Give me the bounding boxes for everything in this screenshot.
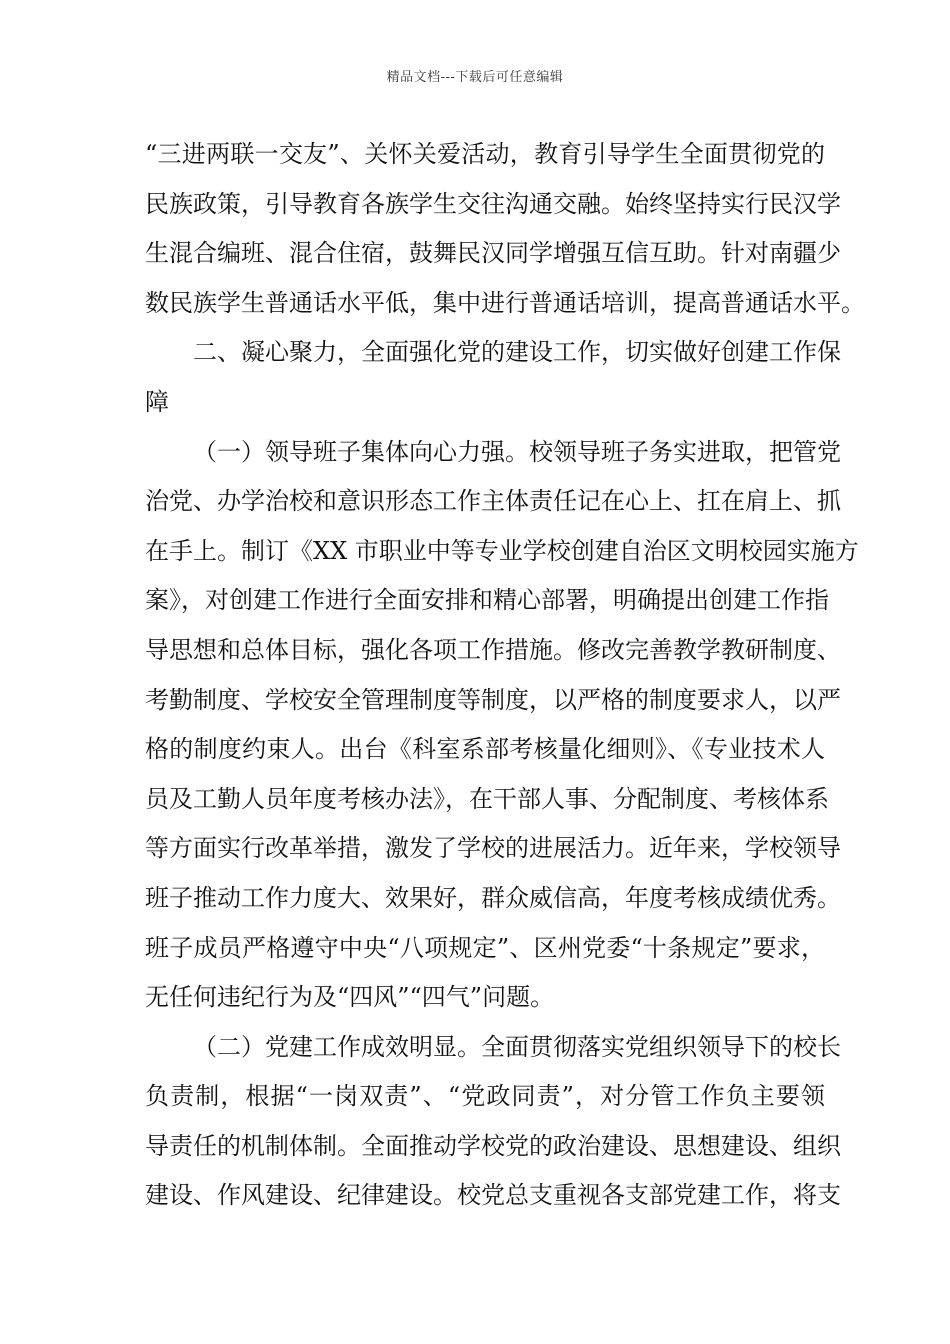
- section-heading: 二、凝心聚力，全面强化党的建设工作，切实做好创建工作保: [193, 338, 841, 367]
- text-line: 数民族学生普通话水平低，集中进行普通话培训，提高普通话水平。: [145, 288, 865, 317]
- paragraph-start: （二）党建工作成效明显。全面贯彻落实党组织领导下的校长: [193, 1032, 841, 1061]
- text-line: 建设、作风建设、纪律建设。校党总支重视各支部党建工作，将支: [145, 1181, 841, 1210]
- text-line: 班子推动工作力度大、效果好，群众威信高，年度考核成绩优秀。: [145, 883, 841, 912]
- text-line: 考勤制度、学校安全管理制度等制度，以严格的制度要求人，以严: [145, 685, 841, 714]
- paragraph-start: （一）领导班子集体向心力强。校领导班子务实进取，把管党: [193, 437, 841, 466]
- text-line: 在手上。制订《XX 市职业中等专业学校创建自治区文明校园实施方: [145, 536, 859, 565]
- text-line: 等方面实行改革举措，激发了学校的进展活力。近年来，学校领导: [145, 834, 841, 863]
- text-line: “三进两联一交友”、关怀关爱活动，教育引导学生全面贯彻党的: [145, 140, 825, 168]
- text-line: 案》，对创建工作进行全面安排和精心部署，明确提出创建工作指: [145, 586, 829, 615]
- paragraph-end: 无任何违纪行为及“四风”“四气”问题。: [145, 983, 555, 1012]
- document-body: [145, 130, 865, 1221]
- text-line: 格的制度约束人。出台《科室系部考核量化细则》、《专业技术人: [145, 735, 825, 764]
- text-line: 生混合编班、混合住宿，鼓舞民汉同学增强互信互助。针对南疆少: [145, 239, 841, 268]
- text-line: 负责制，根据“一岗双责”、“党政同责”，对分管工作负主要领: [145, 1082, 825, 1111]
- text-line: 民族政策，引导教育各族学生交往沟通交融。始终坚持实行民汉学: [145, 189, 841, 218]
- section-heading-continuation: 障: [145, 387, 169, 416]
- text-line: 导责任的机制体制。全面推动学校党的政治建设、思想建设、组织: [145, 1131, 841, 1160]
- text-line: 班子成员严格遵守中央“八项规定”、区州党委“十条规定”要求，: [145, 933, 825, 962]
- text-line: 员及工勤人员年度考核办法》，在干部人事、分配制度、考核体系: [145, 784, 829, 813]
- text-line: 治党、办学治校和意识形态工作主体责任记在心上、扛在肩上、抓: [145, 487, 841, 516]
- page-header: 精品文档---下载后可任意编辑: [386, 70, 564, 85]
- text-line: 导思想和总体目标，强化各项工作措施。修改完善教学教研制度、: [145, 635, 841, 664]
